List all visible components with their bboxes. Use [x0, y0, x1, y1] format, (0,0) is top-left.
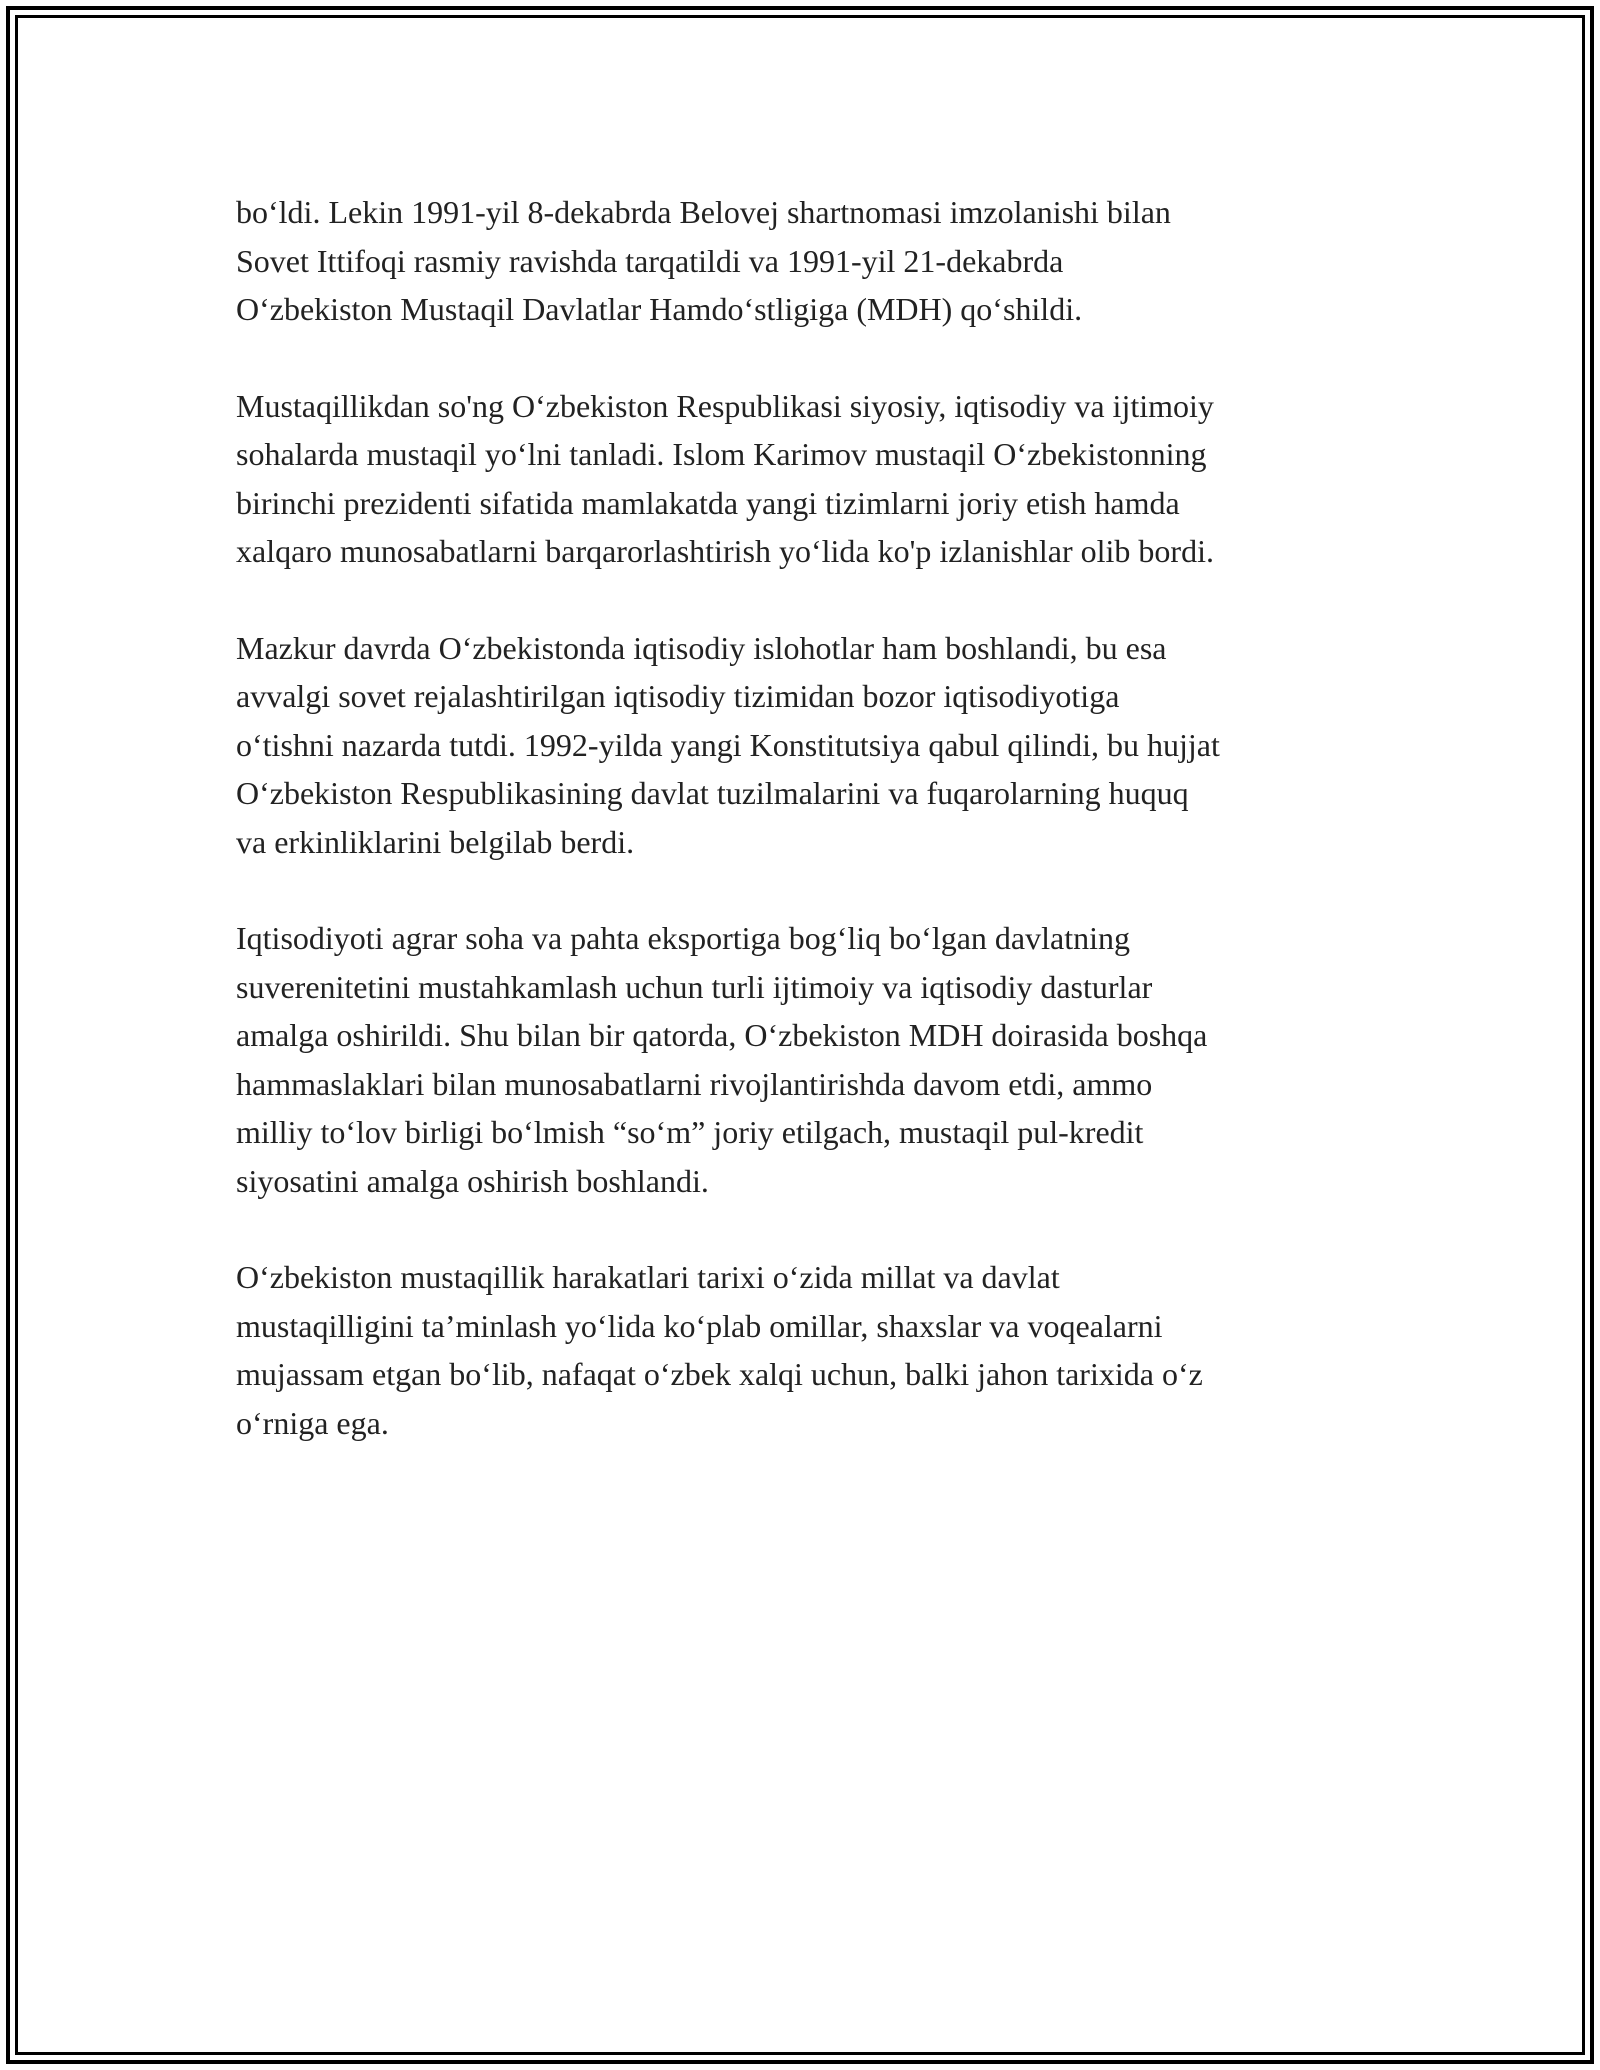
text-line: avvalgi sovet rejalashtirilgan iqtisodiy tizimidan bozor iqtisodiyotiga	[236, 678, 1120, 714]
paragraph-4	[236, 914, 1386, 1205]
text-line: va erkinliklarini belgilab berdi.	[236, 823, 635, 860]
text-line: siyosatini amalga oshirish boshlandi.	[236, 1162, 709, 1199]
text-line: O‘zbekiston Mustaqil Davlatlar Hamdo‘stligiga (MDH) qo‘shildi.	[236, 291, 1083, 327]
paragraph-2	[236, 382, 1386, 576]
text-line: Sovet Ittifoqi rasmiy ravishda tarqatildi va 1991-yil 21-dekabrda	[236, 242, 1064, 279]
text-line: o‘rniga ega.	[236, 1404, 389, 1441]
text-line: o‘tishni nazarda tutdi. 1992-yilda yangi Konstitutsiya qabul qilindi, bu hujjat	[236, 726, 1220, 763]
text-line: milliy to‘lov birligi bo‘lmish “so‘m” joriy etilgach, mustaqil pul-kredit	[236, 1114, 1144, 1150]
paragraph-1	[236, 188, 1386, 334]
text-line: birinchi prezidenti sifatida mamlakatda yangi tizimlarni joriy etish hamda	[236, 484, 1180, 521]
text-line: O‘zbekiston mustaqillik harakatlari tarixi o‘zida millat va davlat	[236, 1259, 1060, 1295]
text-line: hammaslaklari bilan munosabatlarni rivojlantirishda davom etdi, ammo	[236, 1065, 1153, 1102]
paragraph-5	[236, 1253, 1386, 1447]
text-line: Mustaqillikdan so'ng O‘zbekiston Respublikasi siyosiy, iqtisodiy va ijtimoiy	[236, 387, 1214, 424]
text-line: Iqtisodiyoti agrar soha va pahta eksportiga bog‘liq bo‘lgan davlatning	[236, 920, 1130, 956]
text-line: mujassam etgan bo‘lib, nafaqat o‘zbek xalqi uchun, balki jahon tarixida o‘z	[236, 1356, 1203, 1392]
text-line: bo‘ldi. Lekin 1991-yil 8-dekabrda Belovej shartnomasi imzolanishi bilan	[236, 194, 1171, 230]
text-line: suverenitetini mustahkamlash uchun turli ijtimoiy va iqtisodiy dasturlar	[236, 968, 1153, 1005]
text-line: xalqaro munosabatlarni barqarorlashtirish yo‘lida ko'p izlanishlar olib bordi.	[236, 533, 1214, 569]
text-line: O‘zbekiston Respublikasining davlat tuzilmalarini va fuqarolarning huquq	[236, 775, 1189, 811]
document-body	[236, 188, 1386, 1495]
paragraph-3	[236, 624, 1386, 867]
text-line: Mazkur davrda O‘zbekistonda iqtisodiy islohotlar ham boshlandi, bu esa	[236, 629, 1167, 666]
text-line: amalga oshirildi. Shu bilan bir qatorda, O‘zbekiston MDH doirasida boshqa	[236, 1017, 1208, 1053]
text-line: sohalarda mustaqil yo‘lni tanladi. Islom Karimov mustaqil O‘zbekistonning	[236, 436, 1207, 472]
text-line: mustaqilligini ta’minlash yo‘lida ko‘plab omillar, shaxslar va voqealarni	[236, 1307, 1163, 1344]
